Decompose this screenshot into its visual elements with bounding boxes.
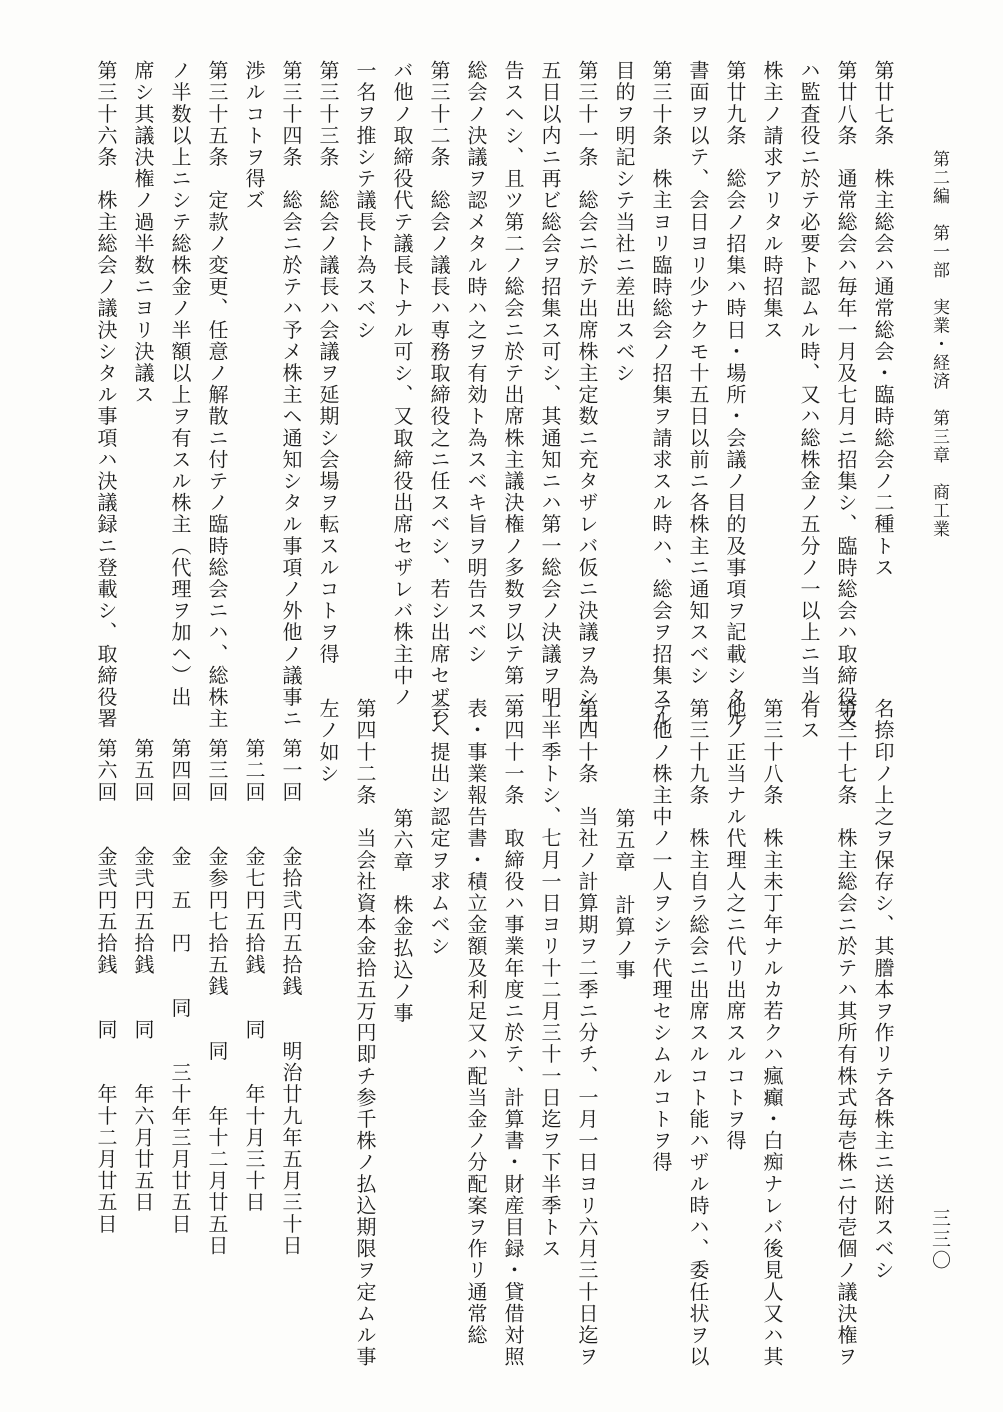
text-column: 第三十七条 株主総会ニ於テハ其所有株式毎壱株ニ付壱個ノ議決権ヲ — [834, 698, 858, 1368]
text-column: 第三十条 株主ヨリ臨時総会ノ招集ヲ請求スル時ハ、総会ヲ招集スル — [649, 60, 673, 730]
text-column: 第三十五条 定款ノ変更、任意ノ解散ニ付テノ臨時総会ニハ、総株主 — [205, 60, 229, 730]
text-column: 会ヘ提出シ認定ヲ求ムベシ — [427, 698, 451, 958]
text-column: 第廿八条 通常総会ハ毎年一月及七月ニ招集シ、臨時総会ハ取締役又 — [834, 60, 858, 730]
text-column: 上半季トシ、七月一日ヨリ十二月三十一日迄ヲ下半季トス — [538, 698, 562, 1260]
chapter-heading: 第五章 計算ノ事 — [612, 808, 636, 981]
payment-schedule-row: 第五回 金弐円五拾銭 同 年六月廿五日 — [131, 738, 155, 1214]
text-column: 第廿七条 株主総会ハ通常総会・臨時総会ノ二種トス — [871, 60, 895, 579]
text-column: 有ス — [797, 698, 821, 742]
text-column: 第三十三条 総会ノ議長ハ会議ヲ延期シ会場ヲ転スルコトヲ得 — [316, 60, 340, 665]
text-column: 左ノ如シ — [316, 698, 340, 785]
text-column: 第三十二条 総会ノ議長ハ専務取締役之ニ任スベシ、若シ出席セザレ — [427, 60, 451, 730]
text-column: 第四十二条 当会社資本金拾五万円即チ参千株ノ払込期限ヲ定ムル事 — [353, 698, 377, 1368]
payment-schedule-row: 第二回 金七円五拾銭 同 年十月三十日 — [242, 738, 266, 1214]
text-column: 名捺印ノ上之ヲ保存シ、其謄本ヲ作リテ各株主ニ送附スベシ — [871, 698, 895, 1282]
text-column: 総会ノ決議ヲ認メタル時ハ之ヲ有効ト為スベキ旨ヲ明告スベシ — [464, 60, 488, 665]
payment-schedule-row: 第一回 金拾弐円五拾銭 明治廿九年五月三十日 — [279, 738, 303, 1257]
text-column: ノ半数以上ニシテ総株金ノ半額以上ヲ有スル株主（代理ヲ加ヘ）出 — [168, 60, 192, 708]
payment-schedule-row: 第四回 金 五 円 同 三十年三月廿五日 — [168, 738, 192, 1235]
text-column: 渉ルコトヲ得ズ — [242, 60, 266, 212]
chapter-heading: 第六章 株金払込ノ事 — [390, 808, 414, 1024]
text-column: 第三十六条 株主総会ノ議決シタル事項ハ決議録ニ登載シ、取締役署 — [94, 60, 118, 730]
text-column: テ他ノ株主中ノ一人ヲシテ代理セシムルコトヲ得 — [649, 698, 673, 1174]
text-column: 株主ノ請求アリタル時招集ス — [760, 60, 784, 341]
page-number: 三三〇 — [929, 1208, 951, 1271]
text-column: 五日以内ニ再ビ総会ヲ招集ス可シ、其通知ニハ第一総会ノ決議ヲ明 — [538, 60, 562, 708]
text-column: 第三十四条 総会ニ於テハ予メ株主ヘ通知シタル事項ノ外他ノ議事ニ — [279, 60, 303, 730]
running-header: 第二編 第一部 実業・経済 第三章 商工業 — [929, 150, 949, 539]
text-column: 第三十一条 総会ニ於テ出席株主定数ニ充タザレバ仮ニ決議ヲ為シ十 — [575, 60, 599, 730]
payment-schedule-row: 第六回 金弐円五拾銭 同 年十二月廿五日 — [94, 738, 118, 1235]
text-column: バ他ノ取締役代テ議長トナル可シ、又取締役出席セザレバ株主中ノ — [390, 60, 414, 708]
text-column: 表・事業報告書・積立金額及利足又ハ配当金ノ分配案ヲ作リ通常総 — [464, 698, 488, 1346]
text-column: 第四十条 当社ノ計算期ヲ二季ニ分チ、一月一日ヨリ六月三十日迄ヲ — [575, 698, 599, 1368]
text-column: 第三十九条 株主自ラ総会ニ出席スルコト能ハザル時ハ、委任状ヲ以 — [686, 698, 710, 1368]
text-column: ハ監査役ニ於テ必要ト認ムル時、又ハ総株金ノ五分ノ一以上ニ当ル — [797, 60, 821, 708]
text-column: 第廿九条 総会ノ招集ハ時日・場所・会議ノ目的及事項ヲ記載シタル — [723, 60, 747, 730]
text-column: 一名ヲ推シテ議長ト為スベシ — [353, 60, 377, 341]
text-column: 告スヘシ、且ツ第二ノ総会ニ於テ出席株主議決権ノ多数ヲ以テ第一 — [501, 60, 525, 708]
text-column: 書面ヲ以テ、会日ヨリ少ナクモ十五日以前ニ各株主ニ通知スベシ — [686, 60, 710, 687]
text-column: 第三十八条 株主未丁年ナルカ若クハ瘋癲・白痴ナレバ後見人又ハ其 — [760, 698, 784, 1368]
text-column: 第四十一条 取締役ハ事業年度ニ於テ、計算書・財産目録・貸借対照 — [501, 698, 525, 1368]
payment-schedule-row: 第三回 金参円七拾五銭 同 年十二月廿五日 — [205, 738, 229, 1257]
text-column: 目的ヲ明記シテ当社ニ差出スベシ — [612, 60, 636, 384]
text-column: 席シ其議決権ノ過半数ニヨリ決議ス — [131, 60, 155, 406]
text-column: 他ノ正当ナル代理人之ニ代リ出席スルコトヲ得 — [723, 698, 747, 1152]
